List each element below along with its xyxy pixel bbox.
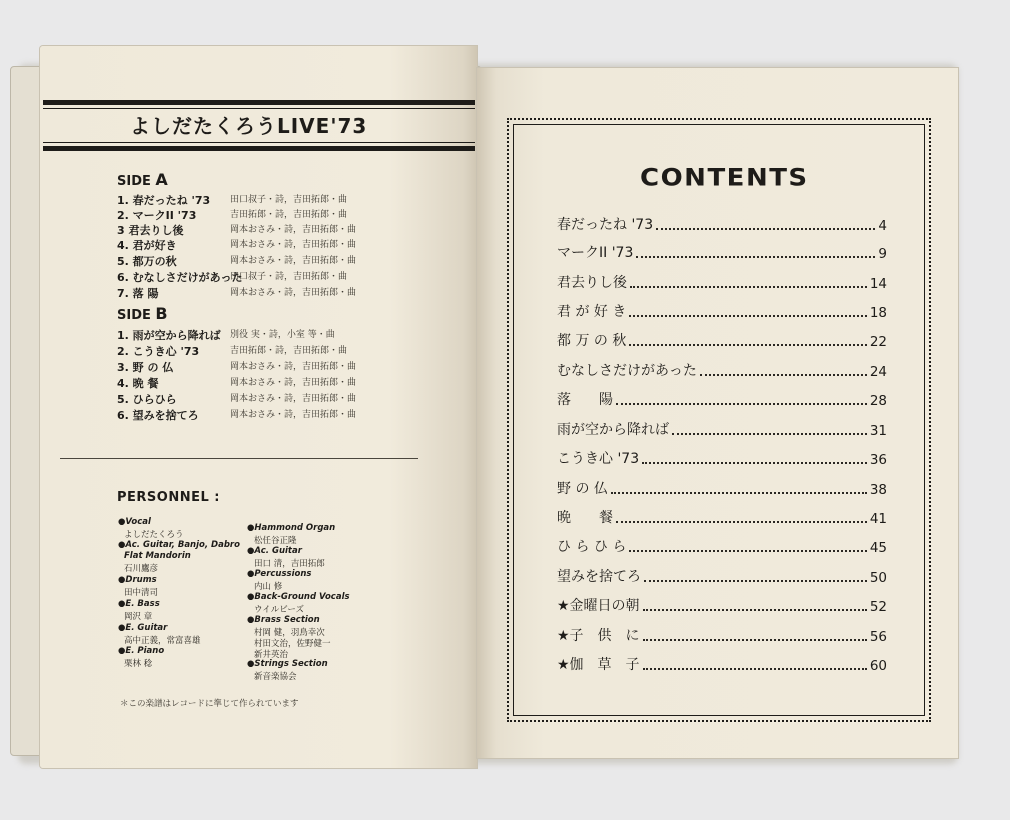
toc-leader-dots xyxy=(643,639,867,641)
toc-entry-title: 君去りし後 xyxy=(557,275,627,291)
personnel-name: 石川鷹彦 xyxy=(124,564,159,574)
personnel-name: 新井英治 xyxy=(254,650,289,660)
side-b-letter: B xyxy=(155,304,168,323)
track-credit: 岡本おさみ・詩，吉田拓郎・曲 xyxy=(230,362,357,372)
album-title: よしだたくろうLIVE'73 xyxy=(130,114,368,138)
toc-page-number: 18 xyxy=(869,305,887,321)
personnel-role: ●Percussions xyxy=(247,569,312,579)
toc-entry xyxy=(557,270,887,292)
role-text: Percussions xyxy=(254,569,312,579)
toc-entry xyxy=(557,446,887,468)
track-title: 7. 落 陽 xyxy=(117,287,159,300)
personnel-role: ●Drums xyxy=(118,575,157,585)
toc-entry xyxy=(557,505,887,527)
title-bottom-rule xyxy=(43,146,475,151)
toc-entry xyxy=(557,328,887,350)
toc-entry xyxy=(557,387,887,409)
role-text: Brass Section xyxy=(254,615,320,625)
toc-leader-dots xyxy=(616,521,867,523)
personnel-name: 松任谷正隆 xyxy=(254,536,297,546)
toc-leader-dots xyxy=(611,492,867,494)
toc-entry-title: ★子 供 に xyxy=(557,628,640,644)
toc-entry xyxy=(557,240,887,262)
personnel-role: ●E. Bass xyxy=(118,599,160,609)
toc-entry-title: 晩 餐 xyxy=(557,510,613,526)
track-credit: 岡本おさみ・詩，吉田拓郎・曲 xyxy=(230,240,357,250)
toc-entry-title: むなしさだけがあった xyxy=(557,363,697,379)
personnel-name: 内山 修 xyxy=(254,582,283,592)
section-divider xyxy=(60,458,418,459)
role-text: Strings Section xyxy=(254,659,328,669)
toc-page-number: 50 xyxy=(869,570,887,586)
track-credit: 岡本おさみ・詩，吉田拓郎・曲 xyxy=(230,394,357,404)
toc-page-number: 31 xyxy=(869,423,887,439)
personnel-name: 村田文治，佐野健一 xyxy=(254,639,331,649)
personnel-role: ●Vocal xyxy=(118,517,151,527)
track-title: 3. 野 の 仏 xyxy=(117,361,174,374)
toc-page-number: 41 xyxy=(869,511,887,527)
track-title: 4. 君が好き xyxy=(117,239,177,252)
role-text: Back-Ground Vocals xyxy=(254,592,350,602)
toc-entry xyxy=(557,476,887,498)
toc-leader-dots xyxy=(629,315,866,317)
personnel-role: ●E. Guitar xyxy=(118,623,168,633)
personnel-role: ●Strings Section xyxy=(247,659,328,669)
track-title: 5. ひらひら xyxy=(117,393,177,406)
personnel-name: 田中清司 xyxy=(124,588,159,598)
toc-entry-title: ひ ら ひ ら xyxy=(557,539,627,555)
track-title: 1. 雨が空から降れば xyxy=(117,329,221,342)
toc-entry-title: 君 が 好 き xyxy=(557,304,627,320)
toc-entry xyxy=(557,564,887,586)
toc-entry xyxy=(557,534,887,556)
personnel-name: 岡沢 章 xyxy=(124,612,153,622)
toc-leader-dots xyxy=(643,668,867,670)
track-title: 1. 春だったね '73 xyxy=(117,194,211,207)
toc-leader-dots xyxy=(642,462,867,464)
toc-entry-title: 雨が空から降れば xyxy=(557,422,669,438)
track-credit: 岡本おさみ・詩，吉田拓郎・曲 xyxy=(230,410,357,420)
toc-entry xyxy=(557,358,887,380)
toc-page-number: 22 xyxy=(869,334,887,350)
track-credit: 吉田拓郎・詩，吉田拓郎・曲 xyxy=(230,346,348,356)
track-title: 2. こうき心 '73 xyxy=(117,345,200,358)
personnel-role-continued: Flat Mandorin xyxy=(124,551,191,561)
personnel-role: ●Hammond Organ xyxy=(247,523,336,533)
toc-leader-dots xyxy=(629,344,866,346)
side-b-prefix: SIDE xyxy=(117,308,151,323)
toc-page-number: 4 xyxy=(878,218,887,234)
title-top-rule xyxy=(43,100,475,105)
personnel-name: 村岡 健，羽鳥幸次 xyxy=(254,628,325,638)
track-title: 2. マークII '73 xyxy=(117,209,197,222)
personnel-name: 栗林 稔 xyxy=(124,659,153,669)
side-a-heading xyxy=(117,170,168,189)
toc-leader-dots xyxy=(643,609,867,611)
toc-page-number: 38 xyxy=(869,482,887,498)
contents-heading: CONTENTS xyxy=(640,164,809,192)
toc-entry-title: 都 万 の 秋 xyxy=(557,333,627,349)
track-title: 3 君去りし後 xyxy=(117,224,184,237)
toc-page-number: 36 xyxy=(869,452,887,468)
toc-leader-dots xyxy=(672,433,867,435)
role-text: Ac. Guitar, Banjo, Dabro xyxy=(125,540,240,550)
toc-entry xyxy=(557,652,887,674)
toc-entry xyxy=(557,417,887,439)
personnel-name: 高中正義，常富喜雄 xyxy=(124,636,201,646)
personnel-name: ウイルビーズ xyxy=(254,605,304,615)
track-credit: 別役 実・詩，小室 等・曲 xyxy=(230,330,335,340)
track-credit: 田口叔子・詩，吉田拓郎・曲 xyxy=(230,272,348,282)
toc-leader-dots xyxy=(636,256,875,258)
toc-entry-title: 落 陽 xyxy=(557,392,613,408)
toc-page-number: 45 xyxy=(869,540,887,556)
track-credit: 田口叔子・詩，吉田拓郎・曲 xyxy=(230,195,348,205)
toc-leader-dots xyxy=(630,286,867,288)
toc-page-number: 52 xyxy=(869,599,887,615)
toc-entry-title: 春だったね '73 xyxy=(557,217,654,233)
track-credit: 岡本おさみ・詩，吉田拓郎・曲 xyxy=(230,225,357,235)
side-a-prefix: SIDE xyxy=(117,174,151,189)
side-b-heading xyxy=(117,304,168,323)
toc-page-number: 24 xyxy=(869,364,887,380)
personnel-name: 新音楽協会 xyxy=(254,672,297,682)
role-text: E. Guitar xyxy=(125,623,168,633)
toc-page-number: 28 xyxy=(869,393,887,409)
title-top-rule-thin xyxy=(43,108,475,109)
toc-entry xyxy=(557,593,887,615)
side-a-letter: A xyxy=(155,170,168,189)
role-text: Hammond Organ xyxy=(254,523,336,533)
personnel-role: ●Ac. Guitar xyxy=(247,546,302,556)
toc-leader-dots xyxy=(629,550,866,552)
role-text: Drums xyxy=(125,575,157,585)
toc-entry xyxy=(557,212,887,234)
track-title: 4. 晩 餐 xyxy=(117,377,159,390)
track-title: 5. 都万の秋 xyxy=(117,255,177,268)
personnel-name: よしだたくろう xyxy=(124,530,184,540)
track-title: 6. 望みを捨てろ xyxy=(117,409,199,422)
personnel-name: 田口 清，吉田拓郎 xyxy=(254,559,325,569)
role-text: E. Bass xyxy=(125,599,160,609)
toc-entry xyxy=(557,299,887,321)
toc-entry-title: ★金曜日の朝 xyxy=(557,598,640,614)
left-page xyxy=(40,46,477,768)
track-credit: 岡本おさみ・詩，吉田拓郎・曲 xyxy=(230,378,357,388)
toc-entry-title: こうき心 '73 xyxy=(557,451,640,467)
role-text: E. Piano xyxy=(125,646,165,656)
toc-entry xyxy=(557,623,887,645)
track-title: 6. むなしさだけがあった xyxy=(117,271,243,284)
personnel-role: ●Ac. Guitar, Banjo, Dabro xyxy=(118,540,240,550)
toc-entry-title: 望みを捨てろ xyxy=(557,569,641,585)
toc-leader-dots xyxy=(700,374,867,376)
personnel-heading: PERSONNEL : xyxy=(117,490,220,505)
toc-page-number: 9 xyxy=(878,246,887,262)
toc-entry-title: ★伽 草 子 xyxy=(557,657,640,673)
toc-leader-dots xyxy=(656,228,875,230)
toc-entry-title: 野 の 仏 xyxy=(557,481,608,497)
toc-leader-dots xyxy=(616,403,867,405)
personnel-role: ●E. Piano xyxy=(118,646,165,656)
toc-page-number: 56 xyxy=(869,629,887,645)
personnel-role: ●Back-Ground Vocals xyxy=(247,592,350,602)
track-credit: 吉田拓郎・詩，吉田拓郎・曲 xyxy=(230,210,348,220)
track-credit: 岡本おさみ・詩，吉田拓郎・曲 xyxy=(230,288,357,298)
toc-entry-title: マークII '73 xyxy=(557,245,634,261)
toc-leader-dots xyxy=(644,580,867,582)
footnote: ＊この楽譜はレコードに準じて作られています xyxy=(120,699,299,709)
role-text: Ac. Guitar xyxy=(254,546,302,556)
toc-page-number: 60 xyxy=(869,658,887,674)
personnel-role: ●Brass Section xyxy=(247,615,320,625)
track-credit: 岡本おさみ・詩，吉田拓郎・曲 xyxy=(230,256,357,266)
role-text: Vocal xyxy=(125,517,151,527)
right-page xyxy=(477,68,958,758)
toc-page-number: 14 xyxy=(869,276,887,292)
title-bottom-rule-thin xyxy=(43,142,475,143)
